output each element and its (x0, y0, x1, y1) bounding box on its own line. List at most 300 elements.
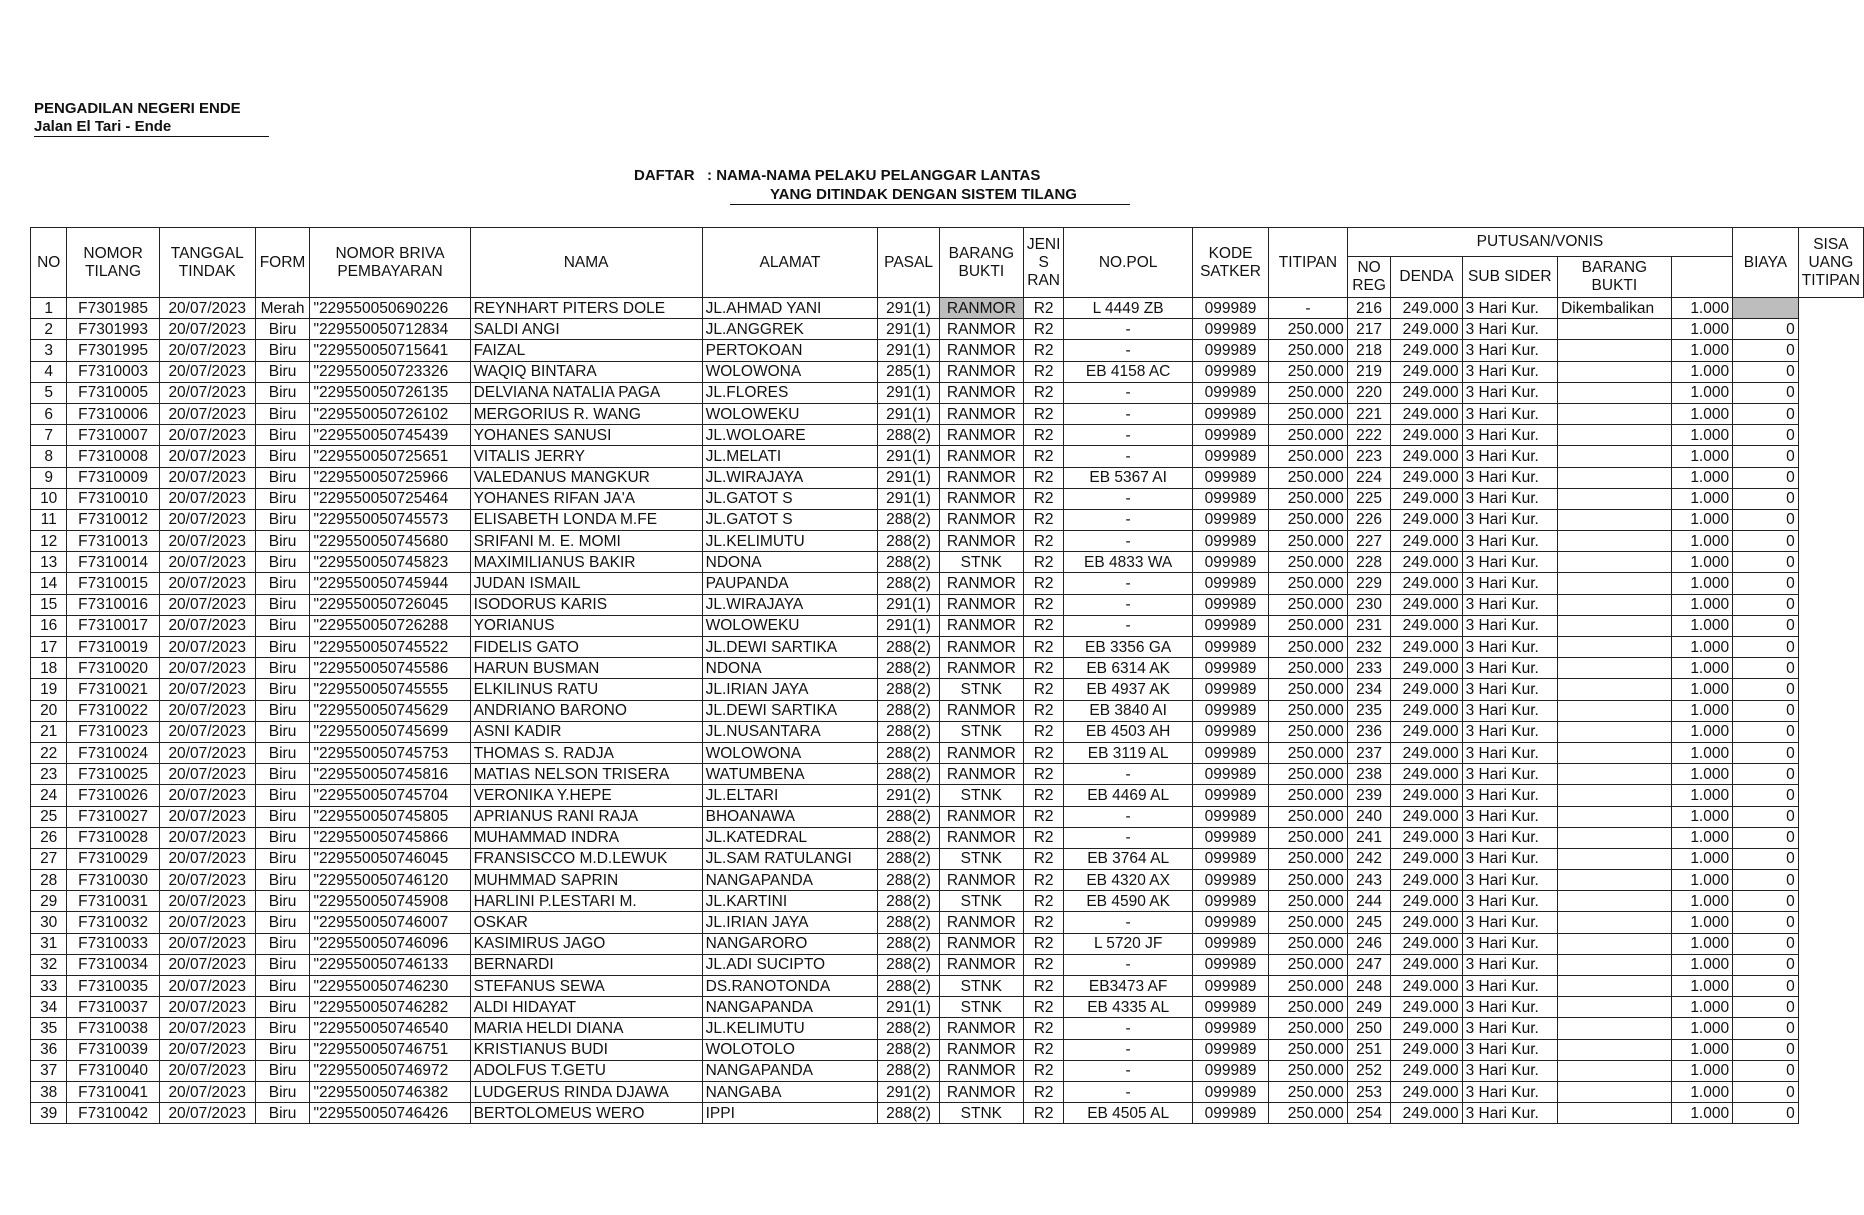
cell-no-reg: 246 (1347, 933, 1391, 954)
cell-sisa-uang-titipan: 0 (1733, 425, 1799, 446)
cell-nomor-briva: "229550050723326 (310, 361, 470, 382)
cell-biaya: 1.000 (1671, 1081, 1732, 1102)
cell-sub-sider: 3 Hari Kur. (1462, 679, 1557, 700)
cell-titipan: 250.000 (1269, 912, 1348, 933)
cell-alamat: JL.GATOT S (702, 488, 878, 509)
cell-nomor-tilang: F7310015 (67, 573, 159, 594)
cell-jenis-ran: R2 (1023, 552, 1063, 573)
cell-nama: MUHAMMAD INDRA (470, 827, 702, 848)
cell-pasal: 291(2) (878, 1081, 939, 1102)
cell-pasal: 291(1) (878, 340, 939, 361)
cell-sisa-uang-titipan: 0 (1733, 679, 1799, 700)
cell-no: 35 (31, 1018, 67, 1039)
cell-barang-bukti: STNK (939, 891, 1023, 912)
table-row (31, 976, 1864, 997)
cell-titipan: 250.000 (1269, 742, 1348, 763)
table-row (31, 1039, 1864, 1060)
cell-nomor-briva: "229550050745805 (310, 806, 470, 827)
cell-pasal: 285(1) (878, 361, 939, 382)
cell-sisa-uang-titipan: 0 (1733, 552, 1799, 573)
cell-nama: OSKAR (470, 912, 702, 933)
cell-denda: 249.000 (1391, 891, 1462, 912)
cell-no-reg: 249 (1347, 997, 1391, 1018)
cell-jenis-ran: R2 (1023, 319, 1063, 340)
cell-tanggal-tindak: 20/07/2023 (159, 721, 255, 742)
cell-titipan: 250.000 (1269, 637, 1348, 658)
col-sub-sider (1462, 257, 1557, 298)
cell-nomor-briva: "229550050746426 (310, 1103, 470, 1124)
cell-sisa-uang-titipan: 0 (1733, 870, 1799, 891)
cell-tanggal-tindak: 20/07/2023 (159, 594, 255, 615)
cell-nomor-tilang: F7310016 (67, 594, 159, 615)
cell-tanggal-tindak: 20/07/2023 (159, 340, 255, 361)
cell-jenis-ran: R2 (1023, 446, 1063, 467)
cell-tanggal-tindak: 20/07/2023 (159, 319, 255, 340)
cell-titipan: 250.000 (1269, 1039, 1348, 1060)
cell-barang-bukti: RANMOR (939, 1081, 1023, 1102)
cell-no: 10 (31, 488, 67, 509)
cell-pasal: 288(2) (878, 721, 939, 742)
cell-alamat: WOLOWEKU (702, 403, 878, 424)
cell-nama: YOHANES RIFAN JA'A (470, 488, 702, 509)
cell-titipan: 250.000 (1269, 827, 1348, 848)
cell-sub-sider: 3 Hari Kur. (1462, 658, 1557, 679)
cell-no: 1 (31, 298, 67, 319)
cell-barang-bukti: STNK (939, 679, 1023, 700)
cell-tanggal-tindak: 20/07/2023 (159, 446, 255, 467)
cell-biaya: 1.000 (1671, 573, 1732, 594)
cell-no-pol: EB 4469 AL (1064, 785, 1193, 806)
cell-nomor-tilang: F7310033 (67, 933, 159, 954)
cell-no: 30 (31, 912, 67, 933)
cell-titipan: 250.000 (1269, 848, 1348, 869)
cell-tanggal-tindak: 20/07/2023 (159, 509, 255, 530)
cell-biaya: 1.000 (1671, 806, 1732, 827)
cell-nama: JUDAN ISMAIL (470, 573, 702, 594)
cell-biaya: 1.000 (1671, 531, 1732, 552)
cell-nama: ELKILINUS RATU (470, 679, 702, 700)
cell-denda: 249.000 (1391, 870, 1462, 891)
cell-denda: 249.000 (1391, 1103, 1462, 1124)
table-row (31, 658, 1864, 679)
cell-kode-satker: 099989 (1192, 446, 1268, 467)
cell-form: Biru (255, 594, 310, 615)
cell-sub-sider: 3 Hari Kur. (1462, 785, 1557, 806)
cell-kode-satker: 099989 (1192, 870, 1268, 891)
cell-denda: 249.000 (1391, 298, 1462, 319)
cell-nomor-tilang: F7310008 (67, 446, 159, 467)
col-barang-bukti-putusan-label: BARANG BUKTI (1581, 259, 1648, 294)
cell-denda: 249.000 (1391, 1060, 1462, 1081)
col-kode-satker-label: KODE SATKER (1200, 244, 1261, 280)
cell-sub-sider: 3 Hari Kur. (1462, 933, 1557, 954)
cell-form: Biru (255, 573, 310, 594)
cell-no-reg: 226 (1347, 509, 1391, 530)
cell-biaya: 1.000 (1671, 1103, 1732, 1124)
cell-nama: VITALIS JERRY (470, 446, 702, 467)
cell-alamat: JL.ELTARI (702, 785, 878, 806)
cell-biaya: 1.000 (1671, 340, 1732, 361)
col-putusan-vonis: PUTUSAN/VONIS (1347, 228, 1732, 257)
cell-pasal: 291(1) (878, 382, 939, 403)
cell-no-reg: 239 (1347, 785, 1391, 806)
cell-biaya: 1.000 (1671, 827, 1732, 848)
cell-barang-bukti: RANMOR (939, 700, 1023, 721)
cell-no-reg: 223 (1347, 446, 1391, 467)
cell-sisa-uang-titipan: 0 (1733, 1018, 1799, 1039)
cell-barang-bukti-putusan (1558, 785, 1672, 806)
cell-form: Biru (255, 700, 310, 721)
cell-form: Biru (255, 679, 310, 700)
cell-pasal: 288(2) (878, 1039, 939, 1060)
cell-pasal: 291(1) (878, 488, 939, 509)
cell-tanggal-tindak: 20/07/2023 (159, 933, 255, 954)
cell-nama: YOHANES SANUSI (470, 425, 702, 446)
cell-alamat: JL.WIRAJAYA (702, 467, 878, 488)
cell-kode-satker: 099989 (1192, 1103, 1268, 1124)
cell-kode-satker: 099989 (1192, 1039, 1268, 1060)
cell-pasal: 288(2) (878, 573, 939, 594)
cell-barang-bukti: RANMOR (939, 340, 1023, 361)
cell-no: 29 (31, 891, 67, 912)
cell-denda: 249.000 (1391, 531, 1462, 552)
cell-sisa-uang-titipan: 0 (1733, 700, 1799, 721)
cell-barang-bukti: STNK (939, 1103, 1023, 1124)
col-kode-satker (1192, 228, 1268, 298)
cell-barang-bukti-putusan (1558, 933, 1672, 954)
cell-jenis-ran: R2 (1023, 679, 1063, 700)
cell-biaya: 1.000 (1671, 488, 1732, 509)
cell-nomor-tilang: F7310035 (67, 976, 159, 997)
cell-nomor-tilang: F7310026 (67, 785, 159, 806)
cell-form: Biru (255, 806, 310, 827)
cell-nomor-briva: "229550050746045 (310, 848, 470, 869)
cell-pasal: 288(2) (878, 742, 939, 763)
cell-titipan: - (1269, 298, 1348, 319)
cell-no-reg: 218 (1347, 340, 1391, 361)
cell-barang-bukti: RANMOR (939, 446, 1023, 467)
table-row (31, 848, 1864, 869)
cell-sisa-uang-titipan: 0 (1733, 531, 1799, 552)
cell-kode-satker: 099989 (1192, 700, 1268, 721)
cell-form: Biru (255, 764, 310, 785)
cell-nama: YORIANUS (470, 615, 702, 636)
cell-kode-satker: 099989 (1192, 509, 1268, 530)
cell-jenis-ran: R2 (1023, 954, 1063, 975)
cell-alamat: NANGAPANDA (702, 1060, 878, 1081)
cell-nomor-tilang: F7310007 (67, 425, 159, 446)
col-biaya: BIAYA (1733, 228, 1799, 298)
cell-nomor-tilang: F7310041 (67, 1081, 159, 1102)
cell-sub-sider: 3 Hari Kur. (1462, 1081, 1557, 1102)
cell-sub-sider: 3 Hari Kur. (1462, 806, 1557, 827)
cell-nomor-briva: "229550050745555 (310, 679, 470, 700)
table-row (31, 700, 1864, 721)
cell-sub-sider: 3 Hari Kur. (1462, 361, 1557, 382)
cell-barang-bukti: RANMOR (939, 403, 1023, 424)
col-tanggal-tindak-label: TANGGAL TINDAK (170, 244, 244, 280)
cell-sisa-uang-titipan: 0 (1733, 446, 1799, 467)
cell-sub-sider: 3 Hari Kur. (1462, 425, 1557, 446)
cell-denda: 249.000 (1391, 721, 1462, 742)
cell-nomor-briva: "229550050725464 (310, 488, 470, 509)
cell-denda: 249.000 (1391, 700, 1462, 721)
cell-jenis-ran: R2 (1023, 1060, 1063, 1081)
cell-barang-bukti-putusan (1558, 403, 1672, 424)
cell-nomor-briva: "229550050745908 (310, 891, 470, 912)
table-row (31, 742, 1864, 763)
cell-tanggal-tindak: 20/07/2023 (159, 573, 255, 594)
cell-titipan: 250.000 (1269, 933, 1348, 954)
cell-nomor-tilang: F7310025 (67, 764, 159, 785)
cell-sisa-uang-titipan: 0 (1733, 615, 1799, 636)
cell-form: Biru (255, 891, 310, 912)
cell-nomor-briva: "229550050712834 (310, 319, 470, 340)
cell-barang-bukti: RANMOR (939, 870, 1023, 891)
cell-jenis-ran: R2 (1023, 382, 1063, 403)
cell-form: Biru (255, 488, 310, 509)
cell-pasal: 288(2) (878, 912, 939, 933)
cell-biaya: 1.000 (1671, 764, 1732, 785)
cell-form: Biru (255, 1039, 310, 1060)
cell-barang-bukti: RANMOR (939, 954, 1023, 975)
cell-nomor-tilang: F7310012 (67, 509, 159, 530)
cell-pasal: 291(1) (878, 997, 939, 1018)
col-titipan: TITIPAN (1269, 228, 1348, 298)
cell-barang-bukti-putusan (1558, 340, 1672, 361)
cell-barang-bukti: STNK (939, 552, 1023, 573)
cell-denda: 249.000 (1391, 573, 1462, 594)
cell-sub-sider: 3 Hari Kur. (1462, 721, 1557, 742)
cell-kode-satker: 099989 (1192, 382, 1268, 403)
cell-no: 23 (31, 764, 67, 785)
cell-barang-bukti: RANMOR (939, 658, 1023, 679)
col-jenis-ran-label: JENI S RAN (1026, 235, 1061, 289)
cell-no-reg: 220 (1347, 382, 1391, 403)
cell-sisa-uang-titipan: 0 (1733, 997, 1799, 1018)
cell-nomor-tilang: F7310010 (67, 488, 159, 509)
cell-form: Biru (255, 997, 310, 1018)
table-row (31, 1018, 1864, 1039)
cell-biaya: 1.000 (1671, 848, 1732, 869)
cell-titipan: 250.000 (1269, 764, 1348, 785)
cell-no: 20 (31, 700, 67, 721)
cell-jenis-ran: R2 (1023, 1018, 1063, 1039)
cell-jenis-ran: R2 (1023, 488, 1063, 509)
cell-nomor-briva: "229550050746007 (310, 912, 470, 933)
cell-nama: SRIFANI M. E. MOMI (470, 531, 702, 552)
cell-barang-bukti-putusan (1558, 954, 1672, 975)
cell-sisa-uang-titipan: 0 (1733, 933, 1799, 954)
cell-sub-sider: 3 Hari Kur. (1462, 976, 1557, 997)
col-jenis-ran (1023, 228, 1063, 298)
cell-alamat: WATUMBENA (702, 764, 878, 785)
cell-pasal: 288(2) (878, 531, 939, 552)
cell-kode-satker: 099989 (1192, 340, 1268, 361)
cell-no-pol: - (1064, 319, 1193, 340)
cell-barang-bukti-putusan (1558, 827, 1672, 848)
cell-barang-bukti: RANMOR (939, 319, 1023, 340)
col-nomor-tilang-label: NOMOR TILANG (83, 244, 143, 280)
cell-nomor-briva: "229550050745629 (310, 700, 470, 721)
table-row (31, 361, 1864, 382)
cell-biaya: 1.000 (1671, 870, 1732, 891)
cell-jenis-ran: R2 (1023, 721, 1063, 742)
cell-jenis-ran: R2 (1023, 1039, 1063, 1060)
cell-no-pol: - (1064, 1060, 1193, 1081)
cell-no: 32 (31, 954, 67, 975)
cell-tanggal-tindak: 20/07/2023 (159, 425, 255, 446)
cell-sub-sider: 3 Hari Kur. (1462, 319, 1557, 340)
table-row (31, 891, 1864, 912)
cell-alamat: JL.MELATI (702, 446, 878, 467)
cell-tanggal-tindak: 20/07/2023 (159, 700, 255, 721)
cell-alamat: PAUPANDA (702, 573, 878, 594)
cell-sisa-uang-titipan: 0 (1733, 827, 1799, 848)
cell-nama: KASIMIRUS JAGO (470, 933, 702, 954)
cell-biaya: 1.000 (1671, 1060, 1732, 1081)
cell-barang-bukti-putusan (1558, 425, 1672, 446)
cell-kode-satker: 099989 (1192, 361, 1268, 382)
cell-tanggal-tindak: 20/07/2023 (159, 891, 255, 912)
cell-titipan: 250.000 (1269, 488, 1348, 509)
cell-alamat: JL.IRIAN JAYA (702, 912, 878, 933)
cell-no-reg: 231 (1347, 615, 1391, 636)
cell-nama: HARLINI P.LESTARI M. (470, 891, 702, 912)
table-row (31, 721, 1864, 742)
cell-sisa-uang-titipan: 0 (1733, 785, 1799, 806)
col-nomor-tilang (67, 228, 159, 298)
cell-kode-satker: 099989 (1192, 552, 1268, 573)
cell-biaya: 1.000 (1671, 319, 1732, 340)
cell-jenis-ran: R2 (1023, 425, 1063, 446)
cell-sisa-uang-titipan: 0 (1733, 848, 1799, 869)
cell-no: 26 (31, 827, 67, 848)
cell-alamat: WOLOWONA (702, 361, 878, 382)
cell-titipan: 250.000 (1269, 403, 1348, 424)
cell-sisa-uang-titipan: 0 (1733, 764, 1799, 785)
cell-sub-sider: 3 Hari Kur. (1462, 742, 1557, 763)
cell-nomor-briva: "229550050746096 (310, 933, 470, 954)
cell-nomor-tilang: F7310024 (67, 742, 159, 763)
cell-sisa-uang-titipan: 0 (1733, 488, 1799, 509)
cell-alamat: JL.KELIMUTU (702, 1018, 878, 1039)
cell-barang-bukti: RANMOR (939, 933, 1023, 954)
col-nomor-briva-label: NOMOR BRIVA PEMBAYARAN (335, 244, 445, 280)
cell-nomor-briva: "229550050725966 (310, 467, 470, 488)
cell-sisa-uang-titipan: 0 (1733, 319, 1799, 340)
table-row (31, 615, 1864, 636)
cell-jenis-ran: R2 (1023, 467, 1063, 488)
cell-jenis-ran: R2 (1023, 976, 1063, 997)
cell-nama: ADOLFUS T.GETU (470, 1060, 702, 1081)
cell-titipan: 250.000 (1269, 340, 1348, 361)
cell-no-pol: EB 4335 AL (1064, 997, 1193, 1018)
cell-denda: 249.000 (1391, 615, 1462, 636)
cell-nomor-tilang: F7310009 (67, 467, 159, 488)
cell-barang-bukti: RANMOR (939, 764, 1023, 785)
cell-biaya: 1.000 (1671, 785, 1732, 806)
cell-barang-bukti: STNK (939, 848, 1023, 869)
cell-no: 15 (31, 594, 67, 615)
cell-biaya: 1.000 (1671, 637, 1732, 658)
cell-biaya: 1.000 (1671, 1018, 1732, 1039)
cell-titipan: 250.000 (1269, 976, 1348, 997)
cell-biaya: 1.000 (1671, 509, 1732, 530)
cell-nama: LUDGERUS RINDA DJAWA (470, 1081, 702, 1102)
cell-denda: 249.000 (1391, 403, 1462, 424)
cell-nama: APRIANUS RANI RAJA (470, 806, 702, 827)
cell-no: 21 (31, 721, 67, 742)
cell-barang-bukti-putusan (1558, 594, 1672, 615)
cell-tanggal-tindak: 20/07/2023 (159, 658, 255, 679)
cell-titipan: 250.000 (1269, 531, 1348, 552)
cell-kode-satker: 099989 (1192, 848, 1268, 869)
cell-no-pol: - (1064, 827, 1193, 848)
col-barang-bukti-label: BARANG BUKTI (948, 244, 1015, 280)
cell-alamat: JL.SAM RATULANGI (702, 848, 878, 869)
cell-alamat: JL.AHMAD YANI (702, 298, 878, 319)
cell-pasal: 288(2) (878, 870, 939, 891)
cell-pasal: 288(2) (878, 658, 939, 679)
cell-barang-bukti: RANMOR (939, 467, 1023, 488)
cell-nomor-tilang: F7301993 (67, 319, 159, 340)
cell-sisa-uang-titipan: 0 (1733, 509, 1799, 530)
cell-titipan: 250.000 (1269, 891, 1348, 912)
cell-form: Biru (255, 933, 310, 954)
cell-no: 38 (31, 1081, 67, 1102)
col-no: NO (31, 228, 67, 298)
cell-biaya: 1.000 (1671, 891, 1732, 912)
title-line-2-text: YANG DITINDAK DENGAN SISTEM TILANG (770, 186, 1077, 203)
cell-jenis-ran: R2 (1023, 1103, 1063, 1124)
cell-jenis-ran: R2 (1023, 700, 1063, 721)
cell-barang-bukti-putusan (1558, 509, 1672, 530)
table-row (31, 488, 1864, 509)
cell-barang-bukti: RANMOR (939, 912, 1023, 933)
cell-jenis-ran: R2 (1023, 891, 1063, 912)
table-row (31, 382, 1864, 403)
cell-barang-bukti: RANMOR (939, 573, 1023, 594)
cell-biaya: 1.000 (1671, 403, 1732, 424)
cell-tanggal-tindak: 20/07/2023 (159, 954, 255, 975)
cell-no-reg: 233 (1347, 658, 1391, 679)
table-row (31, 806, 1864, 827)
cell-alamat: JL.WOLOARE (702, 425, 878, 446)
cell-nama: VALEDANUS MANGKUR (470, 467, 702, 488)
cell-sisa-uang-titipan: 0 (1733, 573, 1799, 594)
cell-no: 8 (31, 446, 67, 467)
cell-barang-bukti: RANMOR (939, 509, 1023, 530)
cell-sub-sider: 3 Hari Kur. (1462, 573, 1557, 594)
cell-denda: 249.000 (1391, 764, 1462, 785)
cell-nomor-briva: "229550050745573 (310, 509, 470, 530)
cell-nomor-tilang: F7310040 (67, 1060, 159, 1081)
cell-no-reg: 245 (1347, 912, 1391, 933)
cell-biaya: 1.000 (1671, 912, 1732, 933)
cell-titipan: 250.000 (1269, 679, 1348, 700)
cell-nama: FAIZAL (470, 340, 702, 361)
cell-kode-satker: 099989 (1192, 912, 1268, 933)
cell-form: Biru (255, 785, 310, 806)
document-title (610, 166, 1150, 205)
title-line-1: DAFTAR : NAMA-NAMA PELAKU PELANGGAR LANTAS (634, 167, 1041, 184)
cell-no-pol: L 4449 ZB (1064, 298, 1193, 319)
cell-tanggal-tindak: 20/07/2023 (159, 976, 255, 997)
cell-tanggal-tindak: 20/07/2023 (159, 1103, 255, 1124)
table-row (31, 1081, 1864, 1102)
cell-no: 3 (31, 340, 67, 361)
